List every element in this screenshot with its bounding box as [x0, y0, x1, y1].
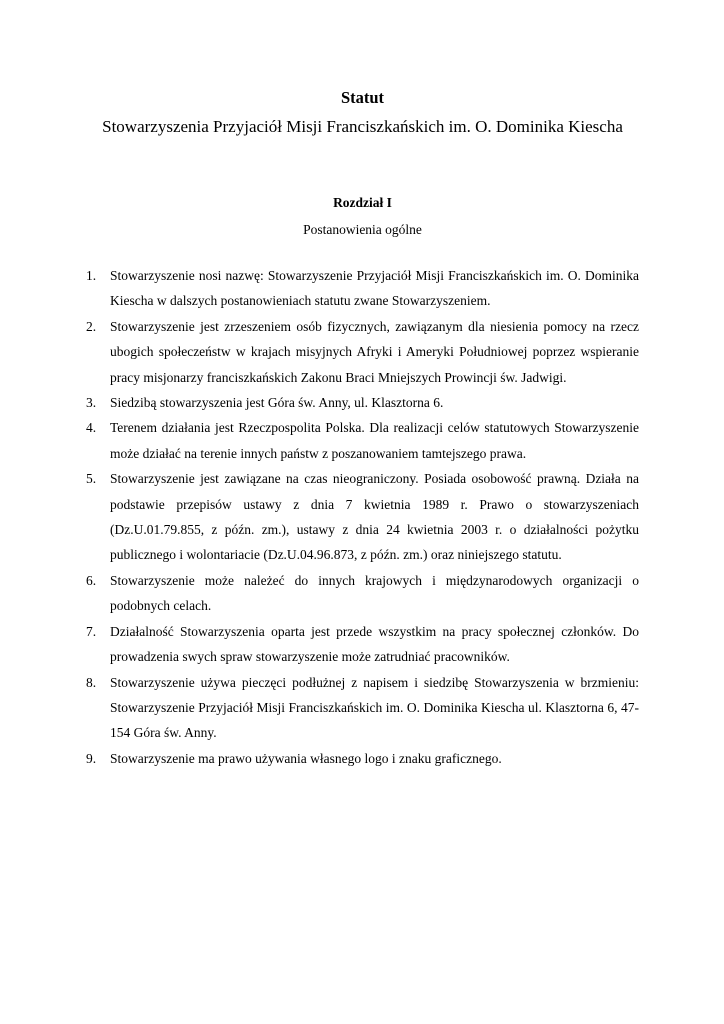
clause-item	[86, 670, 639, 746]
clause-number: 7.	[86, 623, 97, 639]
clause-item	[86, 619, 639, 670]
clause-number: 9.	[86, 750, 97, 766]
clause-item	[86, 314, 639, 390]
clause-text: Stowarzyszenie używa pieczęci podłużnej z napisem i siedzibę Stowarzyszenia w brzmieniu: Stowarzyszenie Przyjaciół Misji Franciszkańskich im. O. Dominika Kiescha ul. Klasztorna 6, 47-154 Góra św. Anny.	[110, 674, 639, 741]
clause-text: Terenem działania jest Rzeczpospolita Polska. Dla realizacji celów statutowych Stowarzyszenie może działać na terenie innych państw z poszanowaniem tamtejszego prawa.	[110, 420, 639, 461]
document-title: Statut	[340, 88, 385, 107]
clause-list	[86, 263, 639, 771]
clause-text: Siedzibą stowarzyszenia jest Góra św. Anny, ul. Klasztorna 6.	[110, 395, 444, 411]
clause-item	[86, 746, 639, 771]
clause-text: Stowarzyszenie jest zrzeszeniem osób fizycznych, zawiązanym dla niesienia pomocy na rzecz ubogich społeczeństw w krajach misyjnych Afryki i Ameryki Południowej poprzez wspieranie pracy misjonarzy franciszkańskich Zakonu Braci Mniejszych Prowincji św. Jadwigi.	[110, 318, 639, 385]
clause-text: Stowarzyszenie jest zawiązane na czas nieograniczony. Posiada osobowość prawną. Działa na podstawie przepisów ustawy z dnia 7 kwietnia 1989 r. Prawo o stowarzyszeniach (Dz.U.01.79.855, z późn. zm.), ustawy z dnia 24 kwietnia 2003 r. o działalności pożytku publicznego i wolontariacie (Dz.U.04.96.873, z późn. zm.) oraz niniejszego statutu.	[110, 471, 639, 563]
clause-number: 1.	[86, 268, 97, 283]
clause-number: 5.	[86, 471, 97, 487]
document-subtitle: Stowarzyszenia Przyjaciół Misji Franciszkańskich im. O. Dominika Kiescha	[102, 117, 623, 136]
chapter-title: Rozdział I	[333, 195, 392, 210]
chapter-subtitle: Postanowienia ogólne	[303, 222, 422, 237]
clause-number: 2.	[86, 318, 97, 334]
clause-number: 8.	[86, 674, 97, 690]
clause-text: Stowarzyszenie ma prawo używania własnego logo i znaku graficznego.	[110, 750, 502, 766]
clause-text: Działalność Stowarzyszenia oparta jest przede wszystkim na pracy społecznej członków. Do prowadzenia swych spraw stowarzyszenie może zatrudniać pracowników.	[110, 623, 639, 665]
clause-item	[86, 466, 639, 568]
clause-item	[86, 568, 639, 619]
clause-number: 6.	[86, 572, 97, 588]
clause-item	[86, 415, 639, 466]
clause-item	[86, 390, 639, 415]
clause-item	[86, 263, 639, 314]
clause-number: 4.	[86, 420, 97, 436]
clause-text: Stowarzyszenie nosi nazwę: Stowarzyszenie Przyjaciół Misji Franciszkańskich im. O. Dominika Kiescha w dalszych postanowieniach statutu zwane Stowarzyszeniem.	[110, 268, 639, 309]
clause-text: Stowarzyszenie może należeć do innych krajowych i międzynarodowych organizacji o podobnych celach.	[110, 572, 639, 614]
clause-number: 3.	[86, 395, 97, 411]
